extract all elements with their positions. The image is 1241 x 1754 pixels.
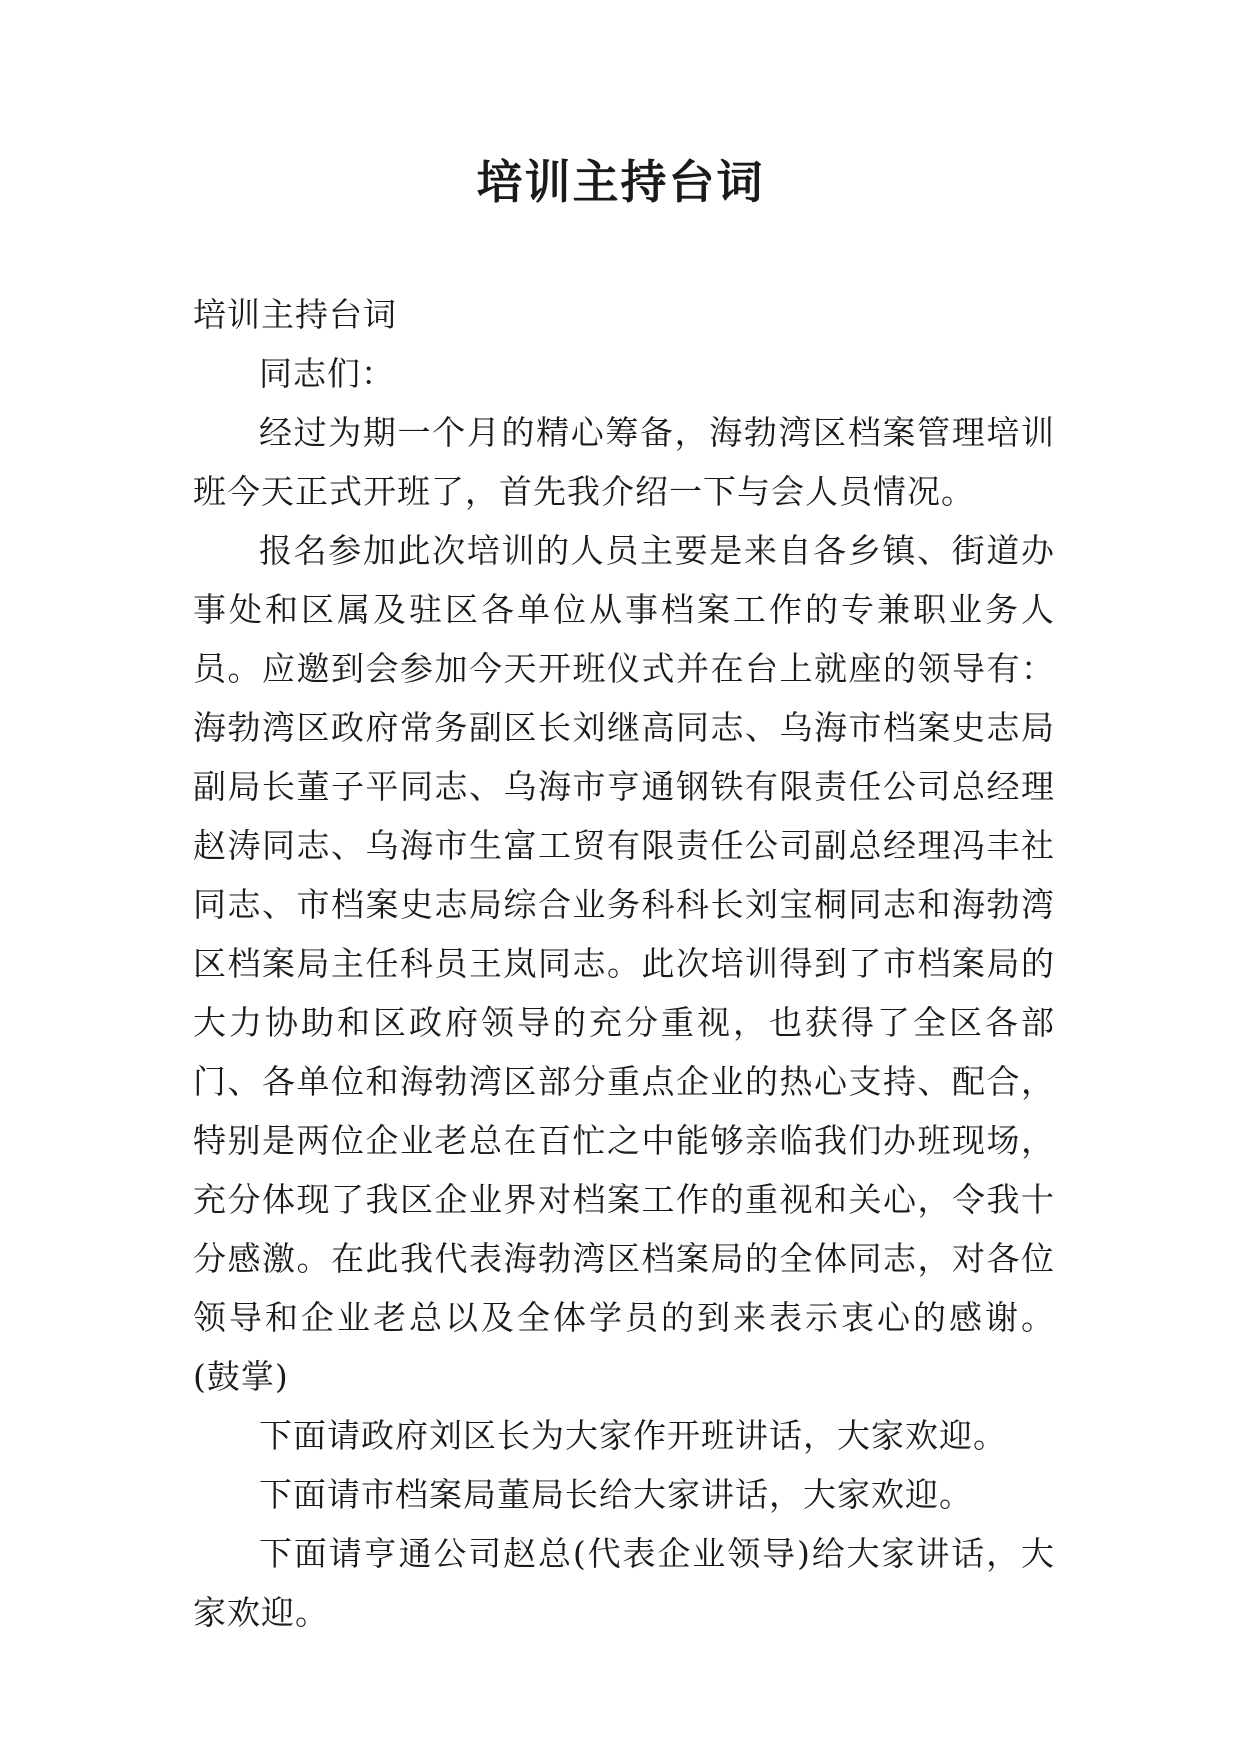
speech-invitation-paragraph: 下面请政府刘区长为大家作开班讲话，大家欢迎。: [259, 1416, 1007, 1455]
opening-paragraph: 经过为期一个月的精心筹备，海勃湾区档案管理培训班今天正式开班了，首先我介绍一下与会人员情况。: [193, 413, 1055, 511]
attendee-introduction-paragraph: 报名参加此次培训的人员主要是来自各乡镇、街道办事处和区属及驻区各单位从事档案工作的专兼职业务人员。应邀到会参加今天开班仪式并在台上就座的领导有：海勃湾区政府常务副区长刘继高同志、乌海市档案史志局副局长董子平同志、乌海市亨通钢铁有限责任公司总经理赵涛同志、乌海市生富工贸有限责任公司副总经理冯丰社同志、市档案史志局综合业务科科长刘宝桐同志和海勃湾区档案局主任科员王岚同志。此次培训得到了市档案局的大力协助和区政府领导的充分重视，也获得了全区各部门、各单位和海勃湾区部分重点企业的热心支持、配合，特别是两位企业老总在百忙之中能够亲临我们办班现场，充分体现了我区企业界对档案工作的重视和关心，令我十分感激。在此我代表海勃湾区档案局的全体同志，对各位领导和企业老总以及全体学员的到来表示衷心的感谢。(鼓掌): [193, 531, 1055, 1396]
greeting-paragraph: 同志们：: [259, 354, 395, 393]
speech-invitation-paragraph: 下面请市档案局董局长给大家讲话，大家欢迎。: [259, 1475, 973, 1514]
page-title: 培训主持台词: [476, 155, 765, 209]
body-heading: 培训主持台词: [193, 295, 397, 334]
speech-invitation-paragraph: 下面请亨通公司赵总(代表企业领导)给大家讲话，大家欢迎。: [193, 1534, 1055, 1632]
document-body: [193, 285, 1055, 1642]
